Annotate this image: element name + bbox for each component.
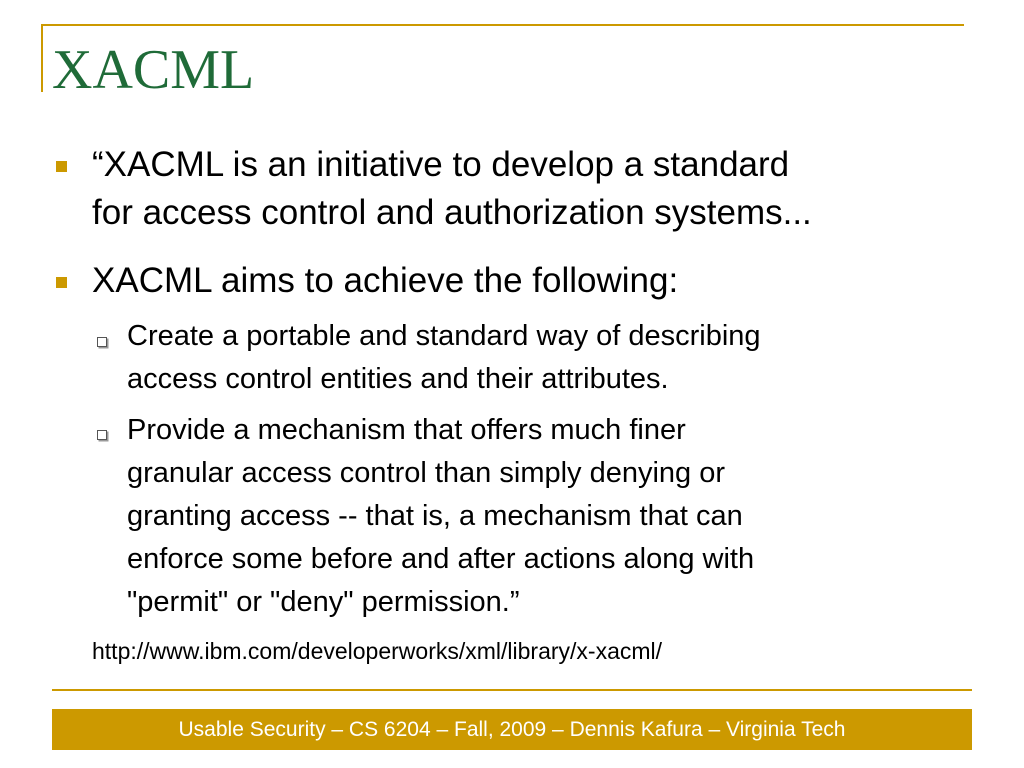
sub-bullet-2-line-2: granular access control than simply denying or: [127, 457, 726, 489]
sub-bullet-2-line-5: "permit" or "deny" permission.”: [127, 586, 520, 618]
hollow-square-bullet-icon: [97, 430, 107, 440]
square-bullet-icon: [56, 277, 67, 288]
reference-url: http://www.ibm.com/developerworks/xml/library/x-xacml/: [92, 638, 663, 664]
sub-bullet-2-line-4: enforce some before and after actions along with: [127, 543, 755, 575]
bullet-2-line-1: XACML aims to achieve the following:: [92, 261, 679, 300]
bullet-1-line-1: “XACML is an initiative to develop a standard: [92, 145, 790, 184]
square-bullet-icon: [56, 161, 67, 172]
sub-bullet-2-line-3: granting access -- that is, a mechanism that can: [127, 500, 743, 532]
hollow-square-bullet-icon: [97, 337, 107, 347]
footer-bar: Usable Security – CS 6204 – Fall, 2009 – Dennis Kafura – Virginia Tech: [52, 709, 972, 750]
bullet-1-line-2: for access control and authorization systems...: [92, 193, 812, 232]
sub-bullet-1-line-2: access control entities and their attributes.: [127, 363, 669, 395]
slide-title: XACML: [52, 39, 255, 101]
sub-bullet-1-line-1: Create a portable and standard way of describing: [127, 320, 761, 352]
footer-rule: [52, 689, 972, 691]
sub-bullet-2-line-1: Provide a mechanism that offers much finer: [127, 414, 686, 446]
